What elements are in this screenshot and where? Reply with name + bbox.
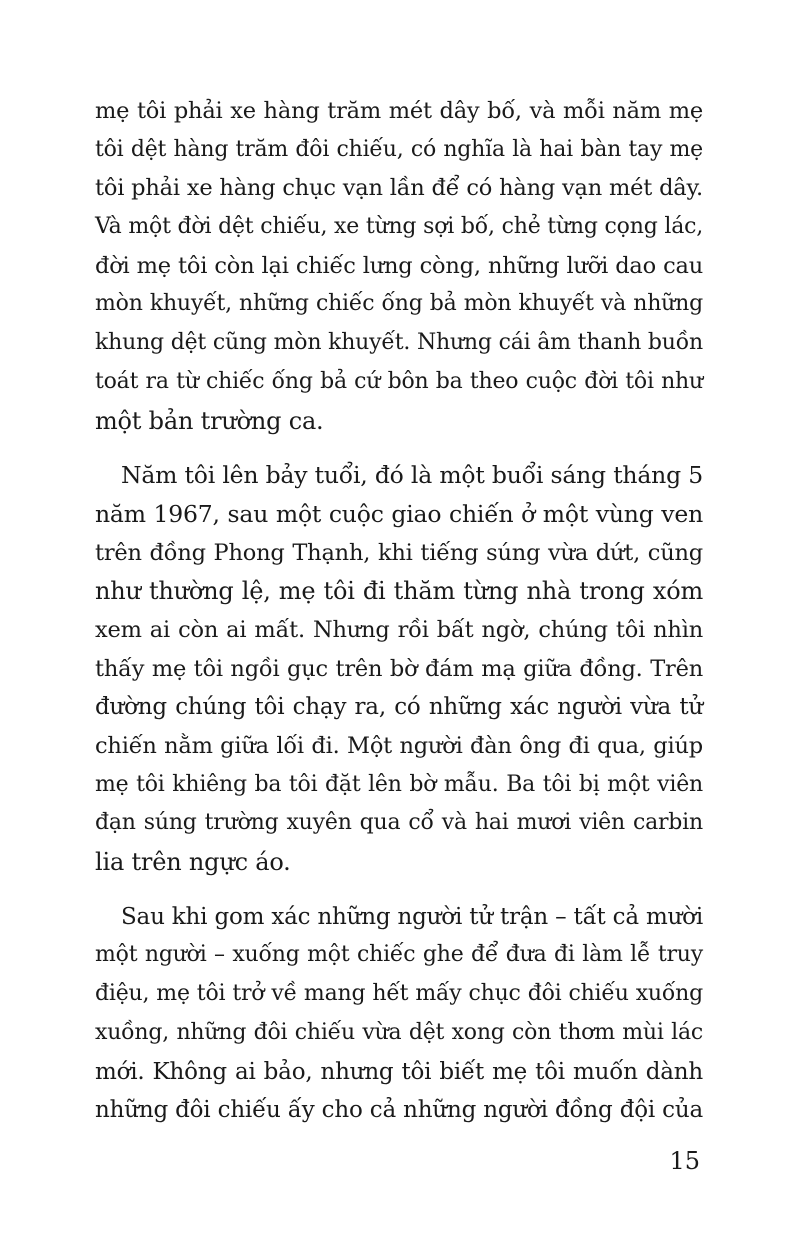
text-line: một người – xuống một chiếc ghe để đưa đi làm lễ truy [95, 942, 703, 968]
text-line: Sau khi gom xác những người tử trận – tất cả mười [121, 903, 703, 930]
paragraph-1 [95, 92, 703, 440]
page-number: 15 [669, 1147, 700, 1175]
text-line: những đôi chiếu ấy cho cả những người đồng đội của [95, 1097, 703, 1124]
text-line: mẹ tôi khiêng ba tôi đặt lên bờ mẫu. Ba tôi bị một viên [95, 771, 703, 797]
text-line: đời mẹ tôi còn lại chiếc lưng còng, những lưỡi dao cau [95, 252, 703, 279]
text-line: tôi dệt hàng trăm đôi chiếu, có nghĩa là hai bàn tay mẹ [95, 136, 703, 162]
text-line: một bản trường ca. [95, 406, 324, 435]
text-line: khung dệt cũng mòn khuyết. Nhưng cái âm thanh buồn [95, 330, 703, 356]
text-line: như thường lệ, mẹ tôi đi thăm từng nhà trong xóm [95, 577, 703, 606]
text-line: lia trên ngực áo. [95, 848, 291, 877]
paragraph-3 [95, 898, 703, 1130]
text-line: xem ai còn ai mất. Nhưng rồi bất ngờ, chúng tôi nhìn [95, 616, 703, 643]
paragraph-2 [95, 456, 703, 882]
text-line: mẹ tôi phải xe hàng trăm mét dây bố, và mỗi năm mẹ [95, 98, 703, 124]
text-line: chiến nằm giữa lối đi. Một người đàn ông đi qua, giúp [95, 733, 703, 759]
text-line: tôi phải xe hàng chục vạn lần để có hàng vạn mét dây. [95, 175, 703, 202]
text-line: toát ra từ chiếc ống bả cứ bôn ba theo cuộc đời tôi như [95, 368, 703, 394]
text-line: đạn súng trường xuyên qua cổ và hai mươi viên carbin [95, 810, 703, 836]
body-text [95, 92, 703, 1130]
text-line: điệu, mẹ tôi trở về mang hết mấy chục đôi chiếu xuống [95, 981, 703, 1007]
text-line: Và một đời dệt chiếu, xe từng sợi bố, chẻ từng cọng lác, [95, 214, 704, 240]
text-line: mòn khuyết, những chiếc ống bả mòn khuyết và những [95, 291, 703, 317]
paragraph-spacer [95, 440, 703, 456]
text-line: Năm tôi lên bảy tuổi, đó là một buổi sáng tháng 5 [121, 461, 703, 490]
text-line: đường chúng tôi chạy ra, có những xác người vừa tử [95, 694, 703, 721]
text-line: trên đồng Phong Thạnh, khi tiếng súng vừa dứt, cũng [95, 539, 703, 566]
paragraph-spacer [95, 882, 703, 898]
text-line: xuồng, những đôi chiếu vừa dệt xong còn thơm mùi lác [95, 1019, 703, 1045]
text-line: thấy mẹ tôi ngồi gục trên bờ đám mạ giữa đồng. Trên [95, 655, 703, 682]
text-line: mới. Không ai bảo, nhưng tôi biết mẹ tôi muốn dành [95, 1058, 703, 1085]
text-line: năm 1967, sau một cuộc giao chiến ở một vùng ven [95, 499, 703, 528]
